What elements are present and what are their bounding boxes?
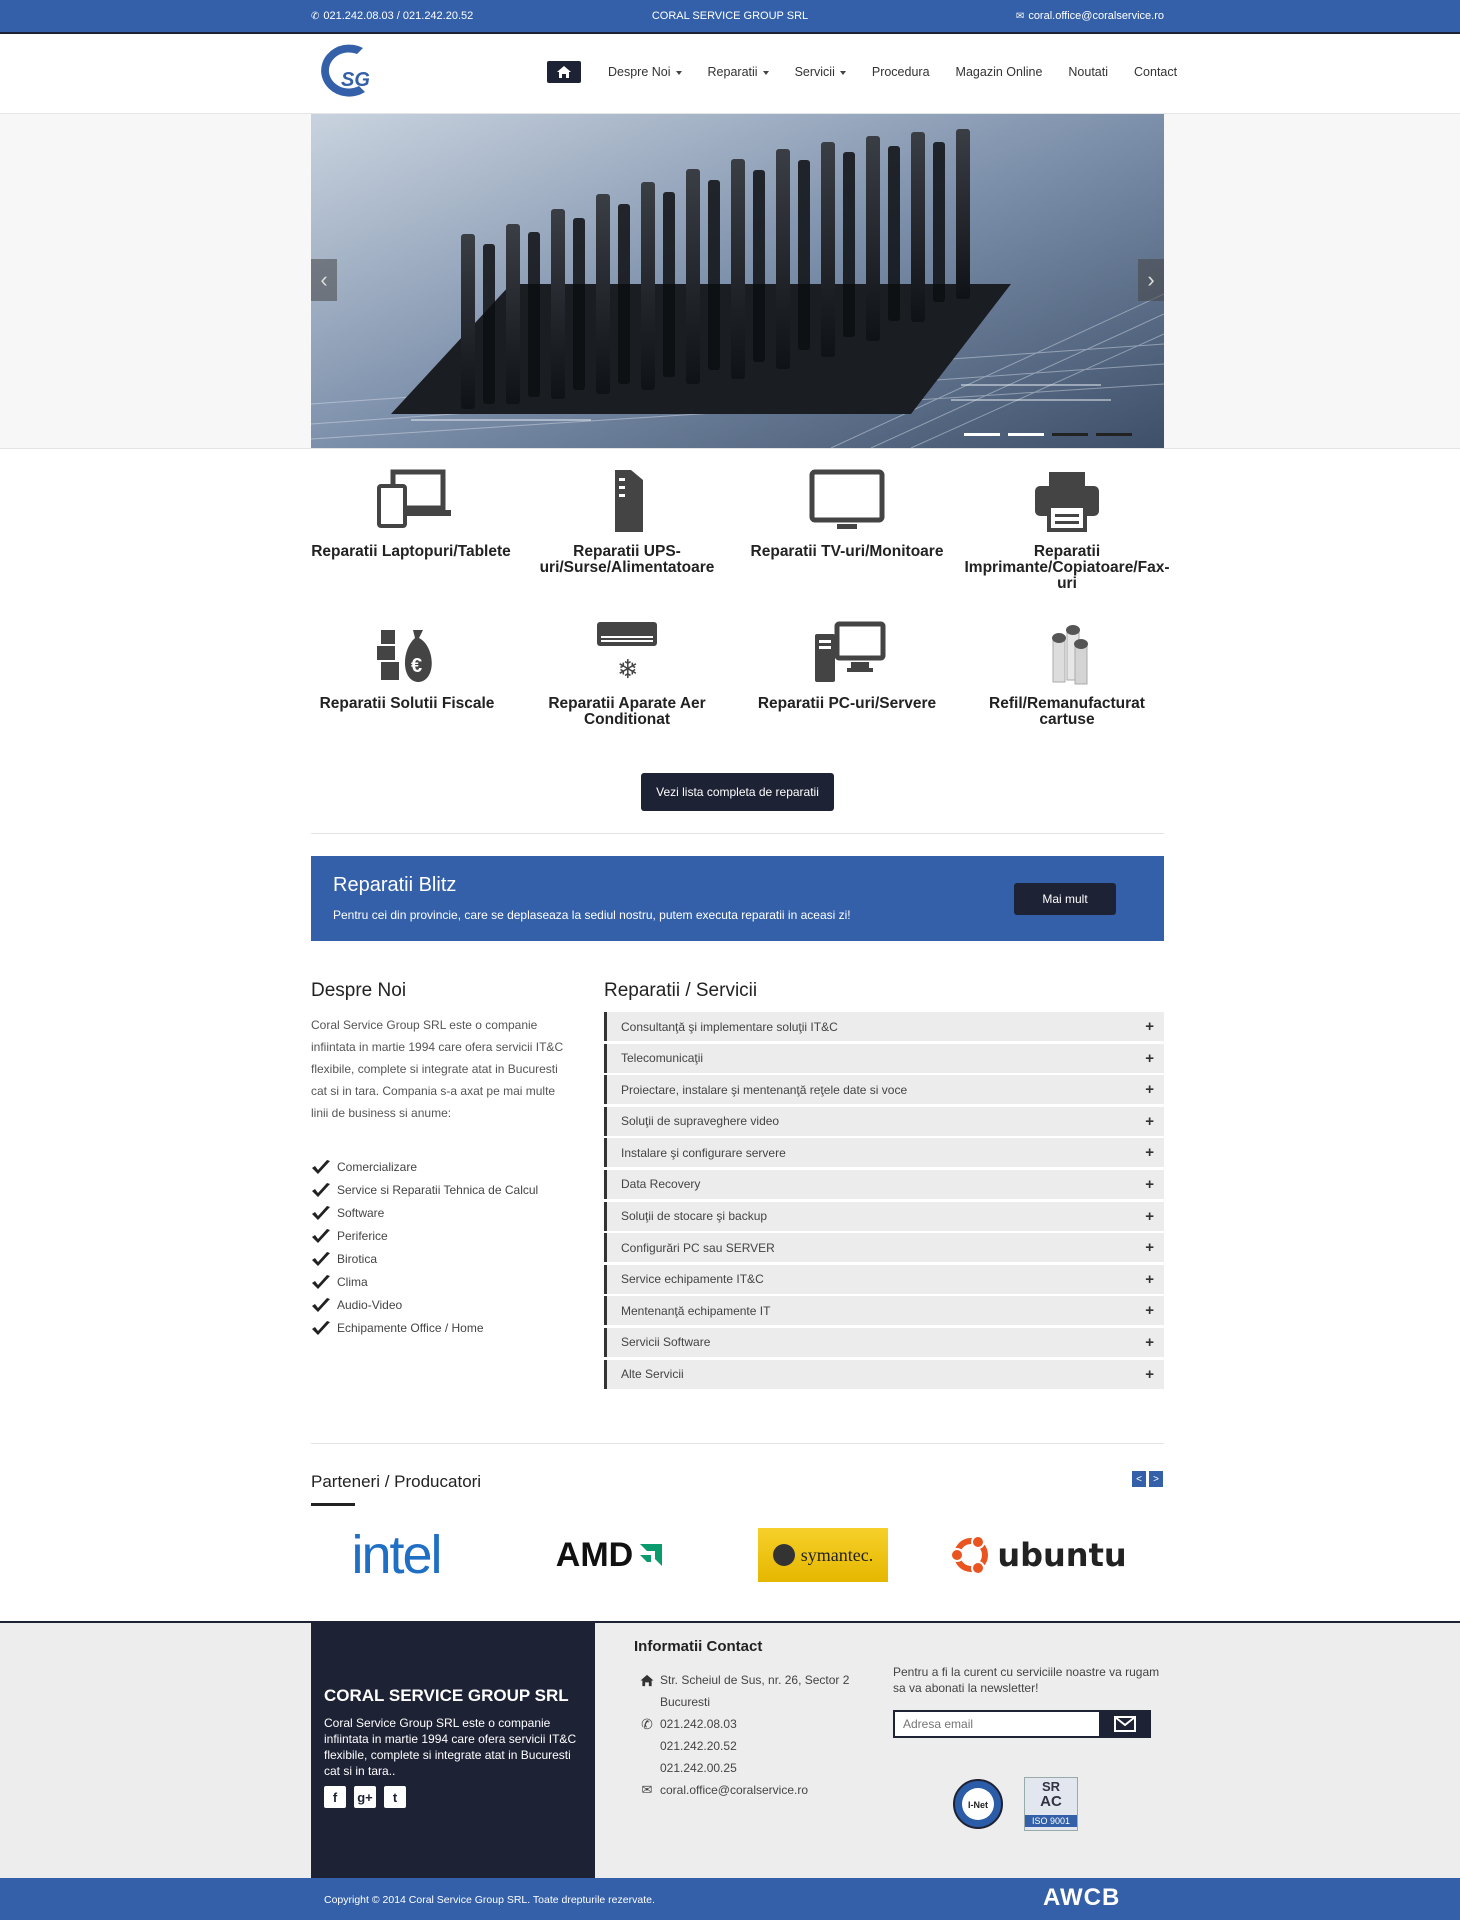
service-ups[interactable] [522, 468, 732, 576]
check-icon [311, 1182, 331, 1198]
amd-logo-text: AMD [555, 1535, 634, 1574]
list-item: Software [311, 1201, 538, 1224]
svg-text:€: € [411, 655, 423, 677]
phone-icon: ✆ [641, 1716, 653, 1732]
service-cartridges[interactable] [962, 620, 1172, 728]
about-title: Despre Noi [311, 980, 407, 1001]
services-title: Reparatii / Servicii [604, 980, 758, 1001]
service-label: Refil/Remanufacturat cartuse [989, 695, 1145, 728]
contact-email [634, 1779, 874, 1801]
nav-label: Despre Noi [608, 65, 671, 79]
service-label: Reparatii Aparate Aer Conditionat [548, 695, 706, 728]
full-repair-list-button[interactable]: Vezi lista completa de reparatii [641, 773, 834, 811]
plus-icon: + [1145, 1239, 1154, 1257]
plus-icon: + [1145, 1081, 1154, 1099]
blitz-more-button[interactable]: Mai mult [1014, 883, 1116, 915]
accordion-item[interactable]: Consultanţă şi implementare soluţii IT&C + [604, 1012, 1164, 1041]
footer-company-description: Coral Service Group SRL este o companie infiintata in martie 1994 care ofera servicii IT&C flexibile, complete si integrate atat in Bucuresti cat si in tara.. [324, 1716, 577, 1778]
blitz-subtitle: Pentru cei din provincie, care se deplaseaza la sediul nostru, putem executa reparatii in aceasi zi! [333, 908, 851, 922]
services-accordion [604, 980, 1164, 1391]
svg-text:❄: ❄ [617, 655, 639, 685]
service-label: Reparatii UPS-uri/Surse/Alimentatoare [539, 543, 715, 576]
service-printers[interactable] [962, 468, 1172, 592]
about-section [311, 980, 571, 1124]
check-icon [311, 1228, 331, 1244]
caret-down-icon [840, 71, 846, 75]
plus-icon: + [1145, 1018, 1154, 1035]
accordion-item[interactable]: Proiectare, instalare şi mentenanţă reţele date si voce + [604, 1075, 1164, 1104]
blitz-banner [311, 856, 1164, 941]
accordion-item[interactable]: Soluţii de supraveghere video + [604, 1107, 1164, 1136]
contact-phones [634, 1713, 874, 1779]
printer-icon [1027, 468, 1107, 534]
topbar-email-text: coral.office@coralservice.ro [1028, 10, 1164, 22]
chevron-left-icon: ‹ [320, 267, 328, 292]
footer-contact [634, 1638, 874, 1801]
plus-icon: + [1145, 1270, 1154, 1288]
newsletter-submit-button[interactable] [1099, 1710, 1151, 1738]
amd-arrow-icon [636, 1540, 666, 1570]
google-plus-icon[interactable]: g+ [354, 1786, 376, 1808]
list-item: Echipamente Office / Home [311, 1316, 538, 1339]
designer-logo[interactable]: AWCB [1043, 1884, 1121, 1911]
footer-company-block [311, 1623, 595, 1878]
twitter-icon[interactable]: t [384, 1786, 406, 1808]
newsletter [893, 1664, 1163, 1738]
pc-icon [807, 620, 887, 686]
envelope-icon: ✉ [1015, 11, 1025, 22]
slider-indicator[interactable] [1008, 433, 1044, 436]
nav-noutati[interactable]: Noutati [1068, 65, 1109, 79]
accordion-item[interactable]: Mentenanţă echipamente IT + [604, 1296, 1164, 1325]
accordion-item[interactable]: Data Recovery + [604, 1170, 1164, 1199]
check-icon [311, 1320, 331, 1336]
plus-icon: + [1145, 1333, 1154, 1351]
accordion-item[interactable]: Configurări PC sau SERVER + [604, 1233, 1164, 1262]
laptop-tablet-icon [371, 468, 451, 534]
blitz-title: Reparatii Blitz [333, 874, 457, 896]
nav-reparatii[interactable] [708, 65, 769, 79]
social-links [324, 1786, 406, 1808]
ups-icon [587, 468, 667, 534]
svg-text:I-Net: I-Net [968, 1800, 988, 1810]
intel-logo-text: intel [351, 1525, 441, 1585]
newsletter-email-input[interactable] [893, 1710, 1099, 1738]
address-line: Str. Scheiul de Sus, nr. 26, Sector 2 [660, 1673, 850, 1687]
plus-icon: + [1145, 1049, 1154, 1067]
newsletter-form [893, 1710, 1163, 1738]
hero-slider [311, 114, 1164, 448]
business-lines-list [311, 1155, 538, 1339]
srac-mid: AC [1040, 1793, 1062, 1810]
list-item: Clima [311, 1270, 538, 1293]
nav-despre-noi[interactable] [608, 65, 682, 79]
cartridges-icon [1027, 620, 1107, 686]
address-city: Bucuresti [660, 1695, 711, 1709]
caret-down-icon [763, 71, 769, 75]
divider [311, 833, 1164, 834]
slider-indicator[interactable] [964, 433, 1000, 436]
ubuntu-circle-icon [949, 1533, 993, 1577]
partners-title: Parteneri / Producatori [311, 1472, 482, 1491]
service-ac[interactable] [522, 620, 732, 728]
inet-certification-badge [952, 1778, 1004, 1830]
list-item: Service si Reparatii Tehnica de Calcul [311, 1178, 538, 1201]
about-text: Coral Service Group SRL este o companie infiintata in martie 1994 care ofera servicii IT&C flexibile, complete si integrate atat in Bucuresti cat si in tara. Compania s-a axat pe mai multe linii de business si anume: [311, 1018, 564, 1120]
footer-company-name: CORAL SERVICE GROUP SRL [324, 1686, 569, 1705]
plus-icon: + [1145, 1365, 1154, 1383]
chevron-right-icon: › [1147, 267, 1155, 292]
service-label: Reparatii TV-uri/Monitoare [750, 543, 944, 560]
caret-down-icon [676, 71, 682, 75]
plus-icon: + [1145, 1112, 1154, 1130]
partners-prev-button[interactable]: < [1132, 1471, 1146, 1487]
service-pc[interactable] [742, 620, 952, 712]
phone-number[interactable]: 021.242.00.25 [660, 1761, 737, 1775]
slider-indicator[interactable] [1096, 433, 1132, 436]
contact-title: Informatii Contact [634, 1638, 763, 1655]
main-nav [547, 61, 1190, 83]
home-icon [556, 65, 572, 79]
service-fiscal[interactable] [302, 620, 512, 712]
accordion-item[interactable]: Telecomunicaţii + [604, 1044, 1164, 1073]
partner-logo-intel[interactable] [296, 1520, 496, 1590]
contact-address [634, 1669, 874, 1713]
service-tv[interactable] [742, 468, 952, 560]
envelope-icon: ✉ [641, 1782, 653, 1797]
list-item: Audio-Video [311, 1293, 538, 1316]
copyright-text: Copyright © 2014 Coral Service Group SRL. Toate drepturile rezervate. [324, 1894, 655, 1906]
list-item: Periferice [311, 1224, 538, 1247]
title-underline [311, 1503, 355, 1506]
check-icon [311, 1159, 331, 1175]
accordion-item[interactable]: Instalare şi configurare servere + [604, 1138, 1164, 1167]
monitor-icon [807, 468, 887, 534]
nav-magazin-online[interactable]: Magazin Online [955, 65, 1043, 79]
plus-icon: + [1145, 1144, 1154, 1162]
copyright-bar [0, 1878, 1460, 1920]
partner-logo-symantec[interactable] [723, 1520, 923, 1590]
email-link[interactable]: coral.office@coralservice.ro [660, 1783, 809, 1797]
divider [311, 1443, 1164, 1444]
home-icon [639, 1674, 655, 1687]
company-logo[interactable] [311, 40, 391, 100]
slider-indicators [964, 433, 1132, 436]
topbar-email[interactable] [1016, 10, 1164, 22]
home-button[interactable] [547, 61, 581, 83]
accordion-item[interactable]: Alte Servicii + [604, 1360, 1164, 1389]
symantec-logo [758, 1528, 888, 1582]
check-icon [311, 1251, 331, 1267]
ubuntu-logo-text: ubuntu [997, 1536, 1127, 1574]
partner-logo-ubuntu[interactable] [938, 1520, 1138, 1590]
service-label: Reparatii Laptopuri/Tablete [311, 543, 511, 560]
hero-image [311, 114, 1164, 448]
nav-label: Servicii [794, 65, 835, 79]
srac-iso-badge [1024, 1777, 1078, 1831]
srac-top: SR [1041, 1779, 1061, 1794]
list-item: Comercializare [311, 1155, 538, 1178]
symantec-logo-text: symantec. [800, 1544, 874, 1565]
plus-icon: + [1145, 1175, 1154, 1193]
nav-procedura[interactable]: Procedura [871, 65, 930, 79]
check-icon [311, 1297, 331, 1313]
slider-indicator[interactable] [1052, 433, 1088, 436]
top-bar [0, 0, 1460, 34]
check-icon [311, 1274, 331, 1290]
envelope-icon [1114, 1716, 1136, 1732]
partner-logo-amd[interactable] [511, 1520, 711, 1590]
slider-prev-button[interactable] [311, 259, 337, 301]
nav-servicii[interactable] [795, 65, 846, 79]
nav-label: Reparatii [707, 65, 758, 79]
facebook-icon[interactable]: f [324, 1786, 346, 1808]
accordion-item[interactable]: Service echipamente IT&C + [604, 1265, 1164, 1294]
list-item: Birotica [311, 1247, 538, 1270]
slider-next-button[interactable] [1138, 259, 1164, 301]
service-label: Reparatii Imprimante/Copiatoare/Fax-uri [964, 543, 1170, 592]
header [0, 36, 1460, 114]
symantec-mark-icon [773, 1544, 795, 1566]
topbar-company: CORAL SERVICE GROUP SRL [651, 10, 809, 22]
phone-number[interactable]: 021.242.20.52 [660, 1739, 737, 1753]
phone-icon: ✆ [311, 11, 320, 22]
newsletter-text: Pentru a fi la curent cu serviciile noastre va rugam sa va abonati la newsletter! [893, 1665, 1160, 1695]
plus-icon: + [1145, 1302, 1154, 1320]
accordion-item[interactable]: Soluţii de stocare şi backup + [604, 1202, 1164, 1231]
service-label: Reparatii Solutii Fiscale [319, 695, 495, 712]
money-bag-icon [367, 620, 447, 686]
check-icon [311, 1205, 331, 1221]
service-laptops[interactable] [306, 468, 516, 560]
service-label: Reparatii PC-uri/Servere [757, 695, 937, 712]
plus-icon: + [1145, 1207, 1154, 1225]
logo-text: SG [341, 69, 370, 91]
partners-next-button[interactable]: > [1149, 1471, 1163, 1487]
phone-number[interactable]: 021.242.08.03 [660, 1717, 737, 1731]
topbar-phone-text: 021.242.08.03 / 021.242.20.52 [323, 10, 474, 22]
certifications [952, 1777, 1078, 1831]
accordion-item[interactable]: Servicii Software + [604, 1328, 1164, 1357]
nav-contact[interactable]: Contact [1134, 65, 1178, 79]
iso-label: ISO 9001 [1025, 1815, 1077, 1827]
air-conditioner-icon [587, 620, 667, 686]
